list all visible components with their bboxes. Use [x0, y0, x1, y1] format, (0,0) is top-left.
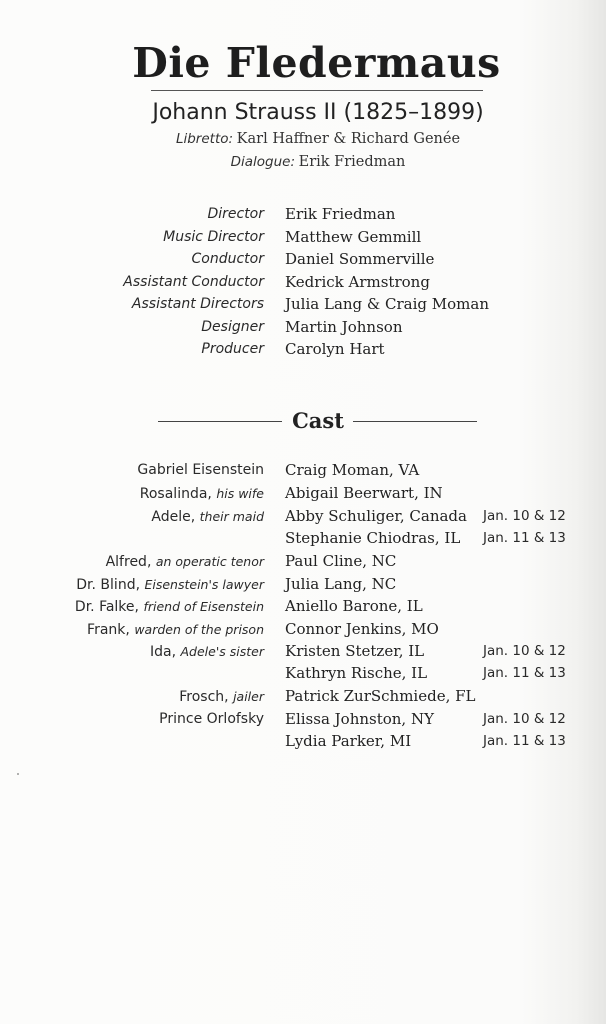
character-description: their maid: [199, 509, 264, 524]
cast-character: [151, 505, 264, 529]
staff-role: Assistant Conductor: [123, 274, 264, 290]
staff-row: [0, 271, 606, 294]
cast-character: [75, 595, 264, 619]
character-description: jailer: [233, 689, 264, 704]
character-name: Frosch,: [179, 689, 229, 705]
cast-row: [0, 505, 606, 528]
cast-row: [0, 708, 606, 731]
cast-performer: Connor Jenkins, MO: [285, 620, 439, 638]
cast-row: [0, 527, 606, 550]
cast-performer: Lydia Parker, MI: [285, 732, 412, 750]
performance-dates: Jan. 11 & 13: [483, 733, 566, 749]
staff-role: Producer: [201, 341, 264, 357]
staff-row: [0, 316, 606, 339]
cast-row: [0, 662, 606, 685]
staff-row: [0, 226, 606, 249]
cast-performer: Kristen Stetzer, IL: [285, 642, 425, 660]
character-name: Frank,: [87, 622, 130, 638]
character-name: Alfred,: [105, 554, 152, 570]
title-underline: [151, 90, 483, 91]
cast-row: [0, 640, 606, 663]
character-description: an operatic tenor: [155, 554, 264, 569]
staff-role: Assistant Directors: [131, 296, 264, 312]
cast-character: [137, 459, 264, 482]
performance-dates: Jan. 11 & 13: [483, 530, 566, 546]
staff-name: Daniel Sommerville: [285, 250, 435, 268]
cast-row: [0, 482, 606, 505]
staff-name: Matthew Gemmill: [285, 228, 422, 246]
staff-row: [0, 248, 606, 271]
page-title: Die Fledermaus: [132, 39, 501, 87]
dialogue-line: [0, 152, 606, 172]
character-name: Prince Orlofsky: [159, 711, 264, 727]
staff-role: Music Director: [163, 229, 264, 245]
cast-performer: Patrick ZurSchmiede, FL: [285, 687, 476, 705]
dialogue-label: Dialogue:: [230, 154, 295, 170]
character-description: Adele's sister: [180, 644, 264, 659]
cast-performer: Julia Lang, NC: [285, 575, 397, 593]
character-name: Ida,: [150, 644, 177, 660]
cast-rule-right: [353, 421, 477, 422]
cast-performer: Kathryn Rische, IL: [285, 664, 428, 682]
cast-performer: Stephanie Chiodras, IL: [285, 529, 461, 547]
cast-row: [0, 730, 606, 753]
character-name: Dr. Blind,: [76, 577, 141, 593]
staff-role: Designer: [201, 319, 264, 335]
cast-row: [0, 550, 606, 573]
composer-line: Johann Strauss II (1825–1899): [152, 100, 484, 125]
cast-heading: Cast: [292, 408, 344, 433]
cast-row: [0, 573, 606, 596]
cast-character: [150, 640, 264, 664]
staff-role: Director: [207, 206, 264, 222]
staff-name: Erik Friedman: [285, 205, 396, 223]
character-description: warden of the prison: [134, 622, 264, 637]
staff-row: [0, 338, 606, 361]
character-description: Eisenstein's lawyer: [144, 577, 264, 592]
performance-dates: Jan. 10 & 12: [483, 508, 566, 524]
staff-name: Martin Johnson: [285, 318, 403, 336]
performance-dates: Jan. 11 & 13: [483, 665, 566, 681]
libretto-value: Karl Haffner & Richard Genée: [236, 131, 461, 147]
cast-row: [0, 595, 606, 618]
staff-name: Carolyn Hart: [285, 340, 385, 358]
cast-performer: Abby Schuliger, Canada: [285, 507, 467, 525]
dialogue-value: Erik Friedman: [298, 154, 406, 170]
libretto-label: Libretto:: [175, 131, 234, 147]
paper-speck: [17, 773, 19, 775]
cast-performer: Aniello Barone, IL: [285, 597, 423, 615]
libretto-line: [0, 129, 606, 149]
cast-performer: Abigail Beerwart, IN: [285, 484, 443, 502]
character-name: Dr. Falke,: [74, 599, 139, 615]
cast-row: [0, 685, 606, 708]
cast-character: [106, 550, 264, 574]
character-name: Gabriel Eisenstein: [137, 462, 264, 478]
cast-row: [0, 459, 606, 482]
cast-performer: Paul Cline, NC: [285, 552, 397, 570]
character-description: his wife: [216, 486, 264, 501]
staff-name: Julia Lang & Craig Moman: [285, 295, 490, 313]
cast-performer: Craig Moman, VA: [285, 461, 420, 479]
cast-performer: Elissa Johnston, NY: [285, 710, 434, 728]
staff-name: Kedrick Armstrong: [285, 273, 430, 291]
performance-dates: Jan. 10 & 12: [483, 643, 566, 659]
cast-character: [159, 708, 264, 731]
character-description: friend of Eisenstein: [143, 599, 264, 614]
cast-character: [76, 573, 264, 597]
cast-character: [87, 618, 264, 642]
staff-row: [0, 293, 606, 316]
staff-row: [0, 203, 606, 226]
staff-role: Conductor: [191, 251, 264, 267]
performance-dates: Jan. 10 & 12: [483, 711, 566, 727]
character-name: Rosalinda,: [139, 486, 212, 502]
character-name: Adele,: [151, 509, 196, 525]
cast-row: [0, 618, 606, 641]
cast-character: [140, 482, 264, 506]
cast-character: [179, 685, 264, 709]
